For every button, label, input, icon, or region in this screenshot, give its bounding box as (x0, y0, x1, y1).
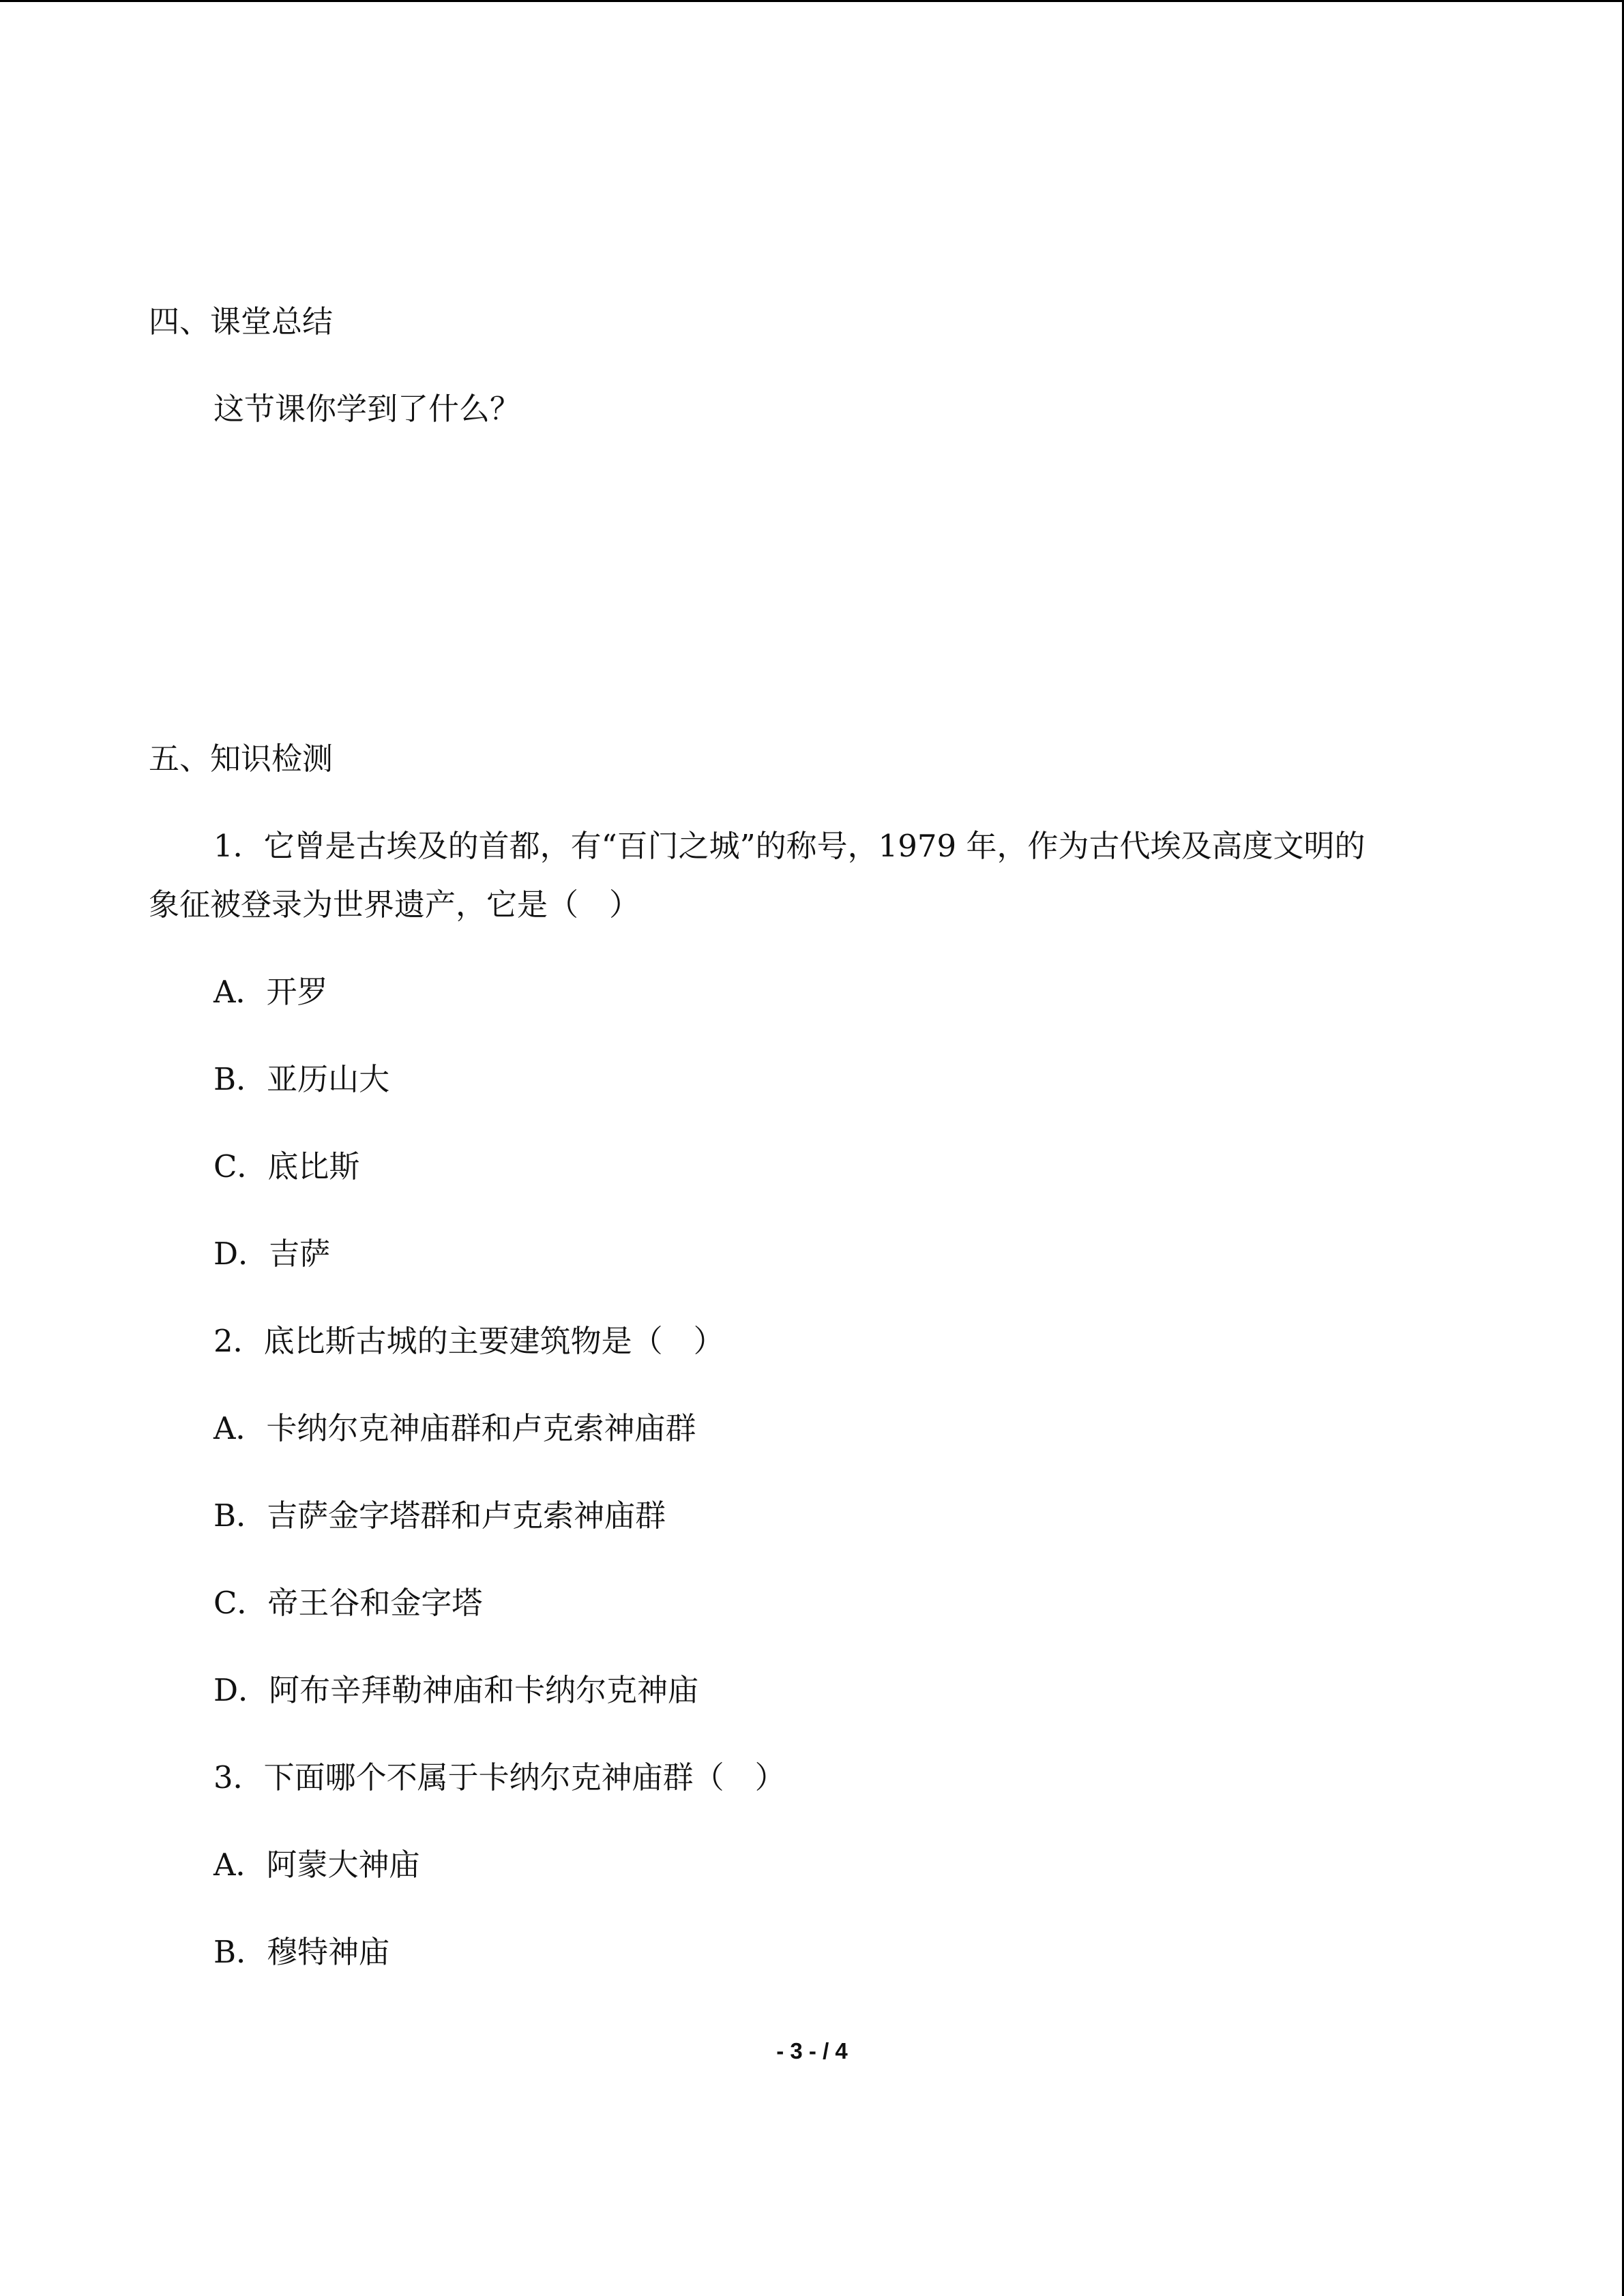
question-1-stem-line-1: 1．它曾是古埃及的首都，有“百门之城”的称号，1979 年，作为古代埃及高度文明的 (213, 828, 1365, 864)
question-1-option-c: C．底比斯 (213, 1148, 360, 1184)
question-2-option-c: C．帝王谷和金字塔 (213, 1585, 483, 1621)
question-3-option-a: A．阿蒙大神庙 (213, 1847, 420, 1883)
question-1-option-b: B．亚历山大 (213, 1061, 390, 1097)
question-3-stem: 3．下面哪个不属于卡纳尔克神庙群（ ） (213, 1759, 786, 1795)
question-2-option-b: B．吉萨金字塔群和卢克索神庙群 (213, 1497, 666, 1534)
section-heading-quiz: 五、知识检测 (149, 741, 334, 777)
top-border-line (0, 0, 1624, 2)
page-number: - 3 - / 4 (776, 2038, 848, 2063)
question-2-stem: 2．底比斯古城的主要建筑物是（ ） (213, 1323, 724, 1359)
question-1-option-d: D．吉萨 (213, 1236, 331, 1272)
question-1-stem-line-2: 象征被登录为世界遗产，它是（ ） (149, 886, 640, 923)
question-2-option-d: D．阿布辛拜勒神庙和卡纳尔克神庙 (213, 1672, 699, 1708)
question-2-option-a: A．卡纳尔克神庙群和卢克索神庙群 (213, 1410, 696, 1446)
question-1-option-a: A．开罗 (213, 974, 328, 1010)
summary-prompt: 这节课你学到了什么？ (213, 391, 521, 427)
section-heading-summary: 四、课堂总结 (149, 303, 334, 340)
question-3-option-b: B．穆特神庙 (213, 1934, 390, 1970)
